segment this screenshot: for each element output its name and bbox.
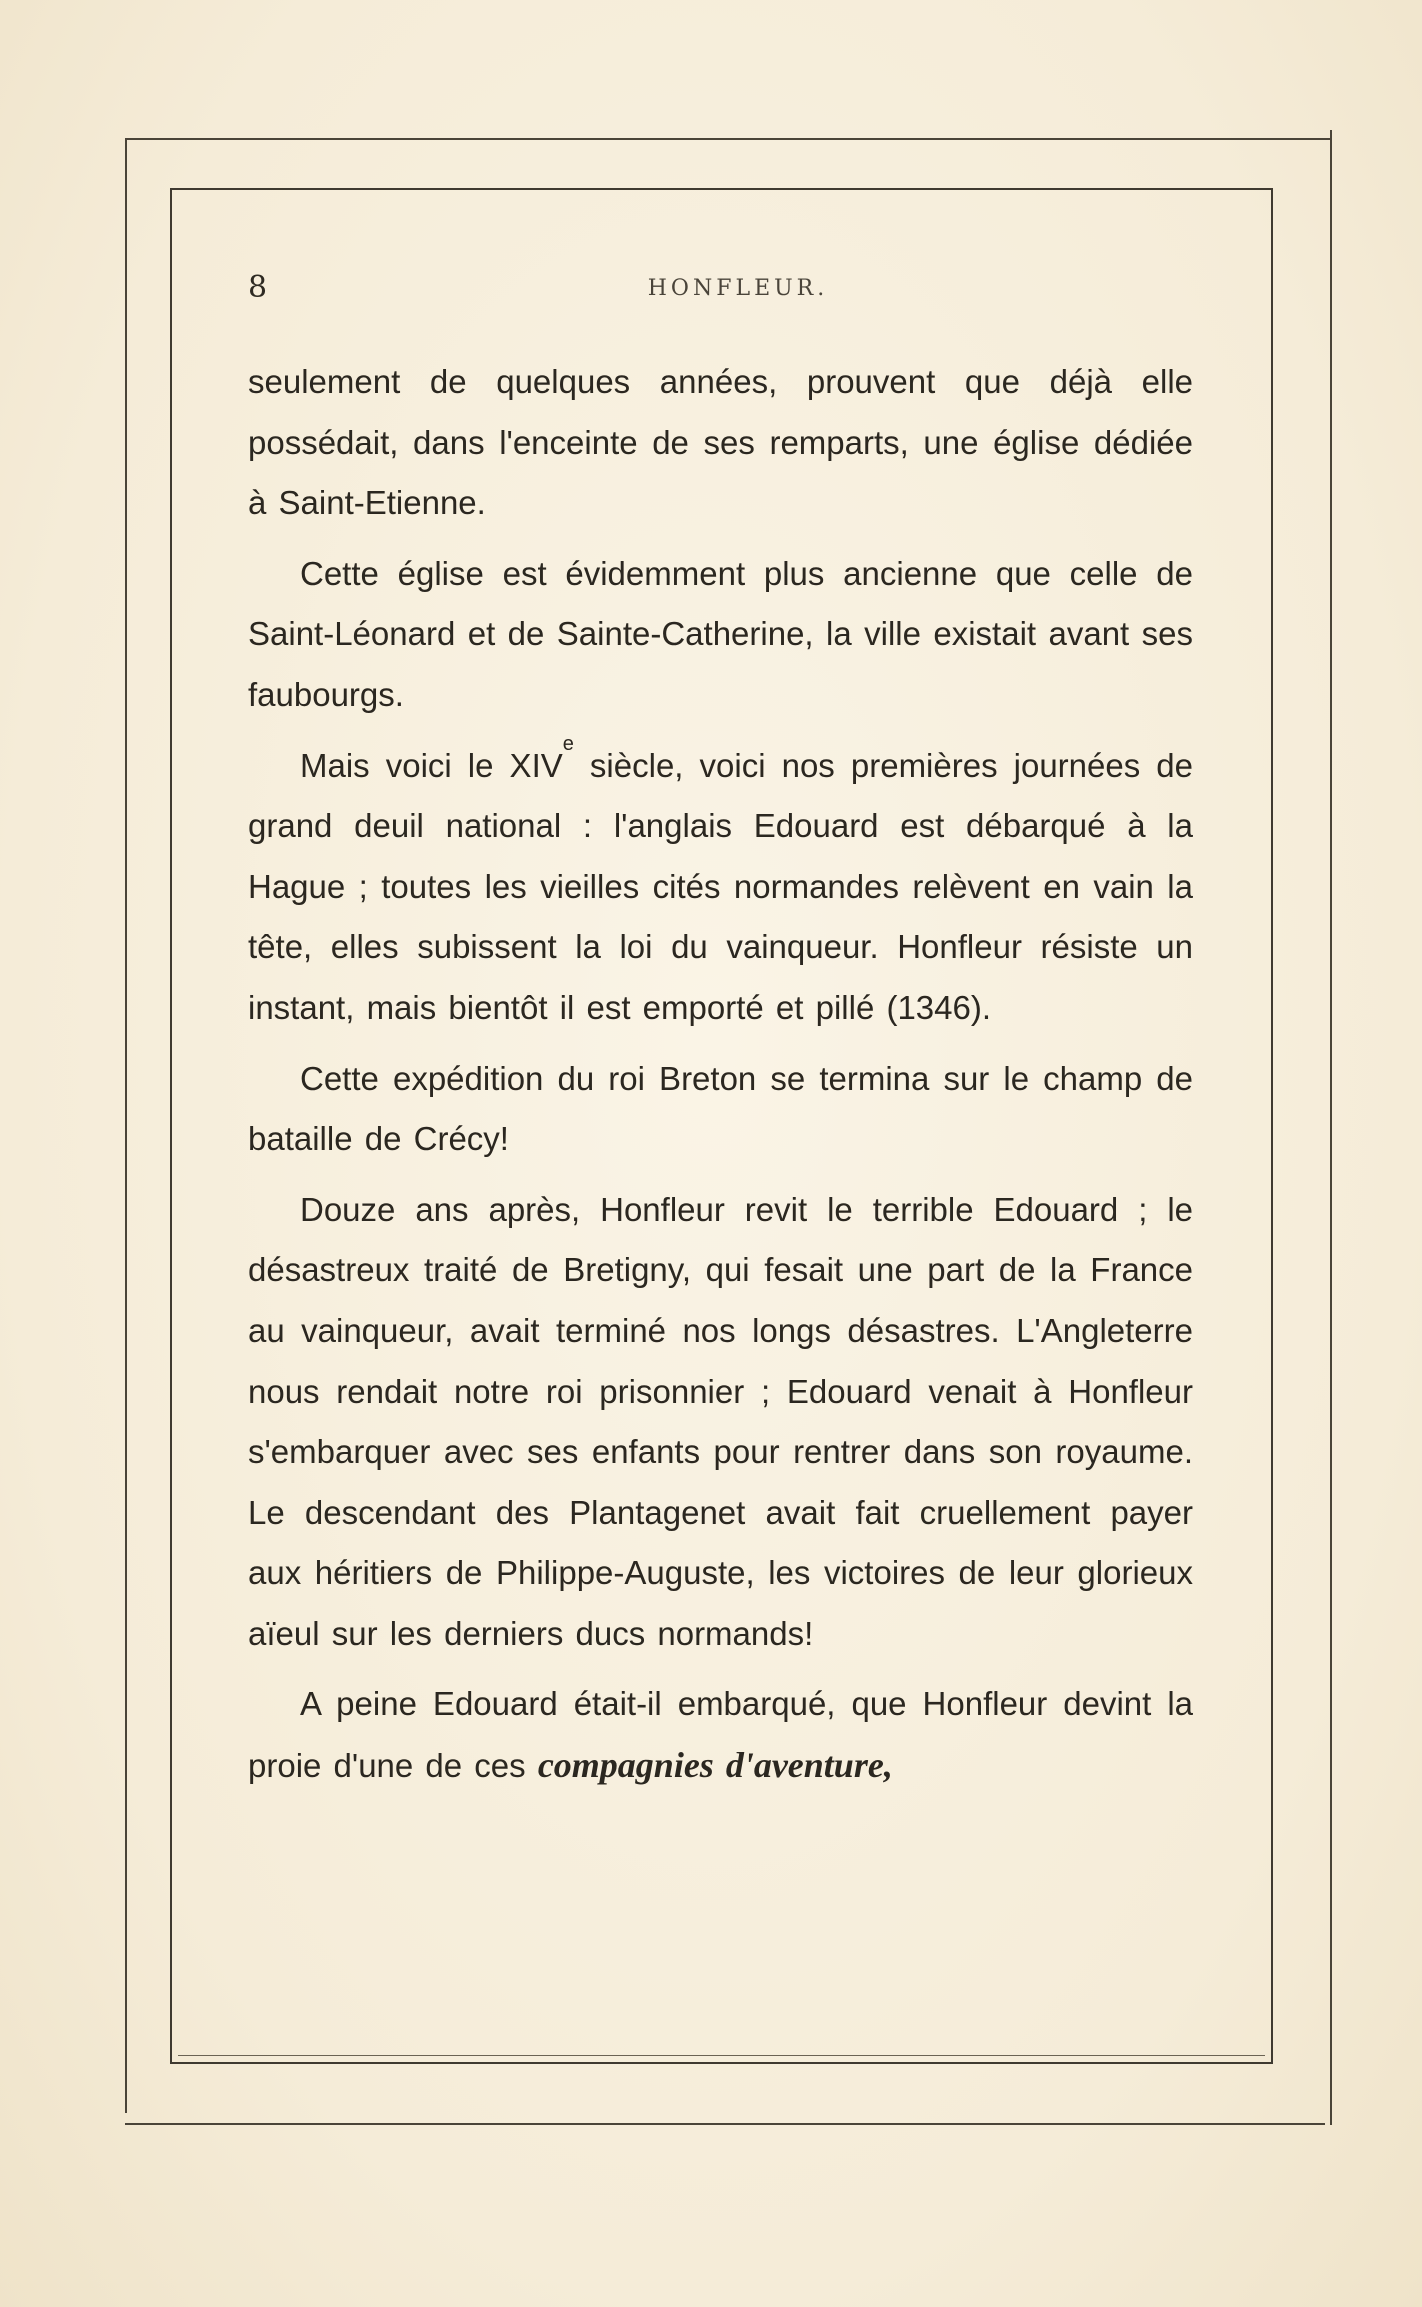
italic-phrase: compagnies d'aventure, [537,1745,893,1786]
running-head [248,270,1208,310]
paragraph-6-start: A peine Edouard était-il embarqué, que Honfleur devint la proie d'une de ces [248,1685,1193,1785]
paragraph-3-rest: siècle, voici nos premières journées de grand deuil national : l'anglais Edouard est débarqué à la Hague ; toutes les vieilles cités normandes relèvent en vain la tête, elles subissent la loi du vainqueur. Honfleur résiste un instant, mais bientôt il est emporté et pillé (1346). [248,746,1193,1026]
paragraph-5: Douze ans après, Honfleur revit le terrible Edouard ; le désastreux traité de Bretigny, qui fesait une part de la France au vainqueur, avait terminé nos longs désastres. L'Angleterre nous rendait notre roi prisonnier ; Edouard venait à Honfleur s'embarquer avec ses enfants pour rentrer dans son royaume. Le descendant des Plantagenet avait fait cruellement payer aux héritiers de Philippe-Auguste, les victoires de leur glorieux aïeul sur les derniers ducs normands! [248,1190,1193,1652]
outer-frame-right-rule [1330,130,1332,2125]
paragraph-6 [248,1674,1193,1796]
page-number: 8 [248,270,268,305]
paragraph-3-start: Mais voici le XIV [300,746,563,784]
running-title: HONFLEUR. [647,276,829,301]
outer-frame-bottom-rule [125,2123,1325,2125]
outer-frame-left-rule [125,138,127,2113]
paragraph-4: Cette expédition du roi Breton se termina sur le champ de bataille de Crécy! [248,1059,1193,1158]
century-superscript: e [562,732,574,755]
paragraph-1: seulement de quelques années, prouvent que déjà elle possédait, dans l'enceinte de ses remparts, une église dédiée à Saint-Etienne. [248,363,1193,522]
outer-frame-top-rule [125,138,1330,140]
body-text [248,352,1193,1807]
paragraph-3 [248,732,1193,1039]
paragraph-2: Cette église est évidemment plus ancienne que celle de Saint-Léonard et de Sainte-Catherine, la ville existait avant ses faubourgs. [248,554,1193,713]
